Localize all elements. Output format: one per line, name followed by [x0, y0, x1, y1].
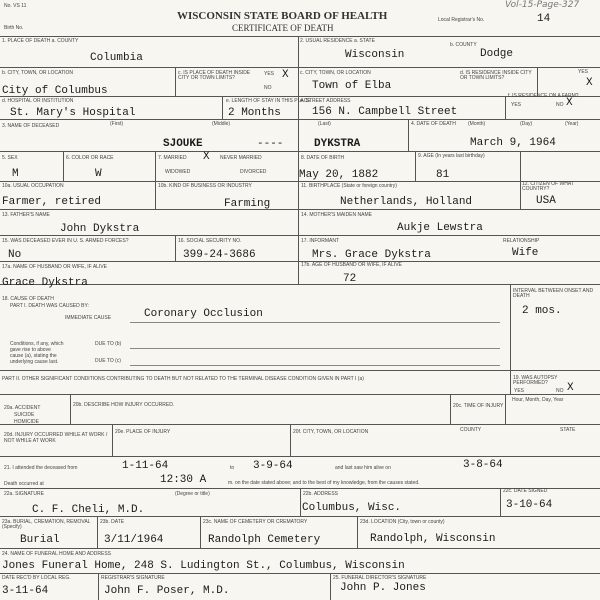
sex: M — [12, 168, 19, 180]
occupation: Farmer, retired — [2, 196, 102, 208]
grid-line — [0, 424, 600, 425]
last-saw-label: and last saw him alive on — [335, 465, 391, 471]
due-to-c-label: DUE TO (c) — [95, 358, 121, 364]
cemetery: Randolph Cemetery — [208, 534, 321, 546]
burial-type: Burial — [20, 534, 60, 546]
immediate-cause-label: IMMEDIATE CAUSE — [65, 315, 112, 321]
place-of-death-county-label: 1. PLACE OF DEATH a. COUNTY — [2, 38, 79, 44]
spouse-label: 17a. NAME OF HUSBAND OR WIFE, IF ALIVE — [2, 264, 108, 270]
place-injury-label: 20e. PLACE OF INJURY — [115, 429, 171, 435]
last-name: DYKSTRA — [314, 138, 361, 150]
grid-line — [520, 151, 521, 181]
funeral-director-signature: John P. Jones — [340, 582, 426, 594]
date-signed-label: 22c. DATE SIGNED — [503, 488, 548, 494]
residence-county-label: b. COUNTY — [450, 42, 477, 48]
mother-label: 14. MOTHER'S MAIDEN NAME — [301, 212, 372, 218]
birth-no-label: Birth No. — [4, 25, 24, 31]
interval: 2 mos. — [522, 305, 562, 317]
grid-line — [0, 151, 600, 152]
attended-label: 21. I attended the deceased from — [4, 465, 78, 471]
grid-line — [0, 394, 600, 395]
injury-city-label: 20f. CITY, TOWN, OR LOCATION — [293, 429, 369, 435]
residence-county: Dodge — [480, 48, 514, 60]
ssn-label: 16. SOCIAL SECURITY NO. — [178, 238, 242, 244]
grid-line — [0, 119, 600, 120]
first-name: SJOUKE — [163, 138, 203, 150]
physician-signature: C. F. Cheli, M.D. — [32, 504, 145, 516]
burial-location: Randolph, Wisconsin — [370, 533, 496, 545]
grid-line — [0, 573, 600, 574]
middle-name: ---- — [257, 138, 284, 150]
farm-label: f. IS RESIDENCE ON A FARM? — [508, 93, 579, 99]
burial-date: 3/11/1964 — [104, 534, 164, 546]
informant: Mrs. Grace Dykstra — [312, 249, 431, 261]
injury-county-label: COUNTY — [460, 427, 482, 433]
local-registrar-label: Local Registrar's No. — [438, 17, 485, 23]
grid-line — [0, 67, 600, 68]
residence-city: Town of Elba — [312, 80, 392, 92]
injury-while-label: 20d. INJURY OCCURRED WHILE AT WORK / NOT WHILE AT WORK — [4, 432, 108, 444]
grid-line — [500, 488, 501, 516]
autopsy-label: 19. WAS AUTOPSY PERFORMED? — [513, 375, 558, 386]
father-label: 13. FATHER'S NAME — [2, 212, 50, 218]
grid-line — [200, 516, 201, 548]
grid-line — [63, 151, 64, 181]
color-label: 6. COLOR OR RACE — [66, 155, 114, 161]
to-label: to — [230, 465, 235, 471]
grid-line — [298, 36, 299, 284]
time-injury-units: Hour, Month, Day, Year — [512, 397, 564, 403]
grid-line — [450, 394, 451, 424]
grid-line — [98, 573, 99, 600]
date-received: 3-11-64 — [2, 585, 49, 597]
armed-forces: No — [8, 249, 22, 261]
degree-label: (Degree or title) — [175, 491, 210, 497]
place-of-death-county: Columbia — [90, 52, 143, 64]
grid-line — [415, 151, 416, 181]
relationship: Wife — [512, 247, 539, 259]
first-name-label: (First) — [110, 121, 124, 127]
citizen-label: 12. CITIZEN OF WHAT COUNTRY? — [522, 181, 574, 192]
farm-no-label: NO — [556, 102, 564, 108]
due-to-b-label: DUE TO (b) — [95, 341, 122, 347]
divorced-label: DIVORCED — [240, 169, 267, 175]
cemetery-label: 23c. NAME OF CEMETERY OR CREMATORY — [203, 519, 308, 525]
grid-line — [0, 548, 600, 549]
grid-line — [510, 370, 511, 394]
grid-line — [0, 181, 600, 182]
residence-state-label: 2. USUAL RESIDENCE a. STATE — [300, 38, 375, 44]
residence-state: Wisconsin — [345, 49, 405, 61]
spouse-age: 72 — [343, 273, 357, 285]
length-stay: 2 Months — [228, 107, 281, 119]
inside-limits-check: X — [282, 69, 289, 81]
grid-line — [0, 456, 600, 457]
grid-line — [505, 394, 506, 424]
widowed-label: WIDOWED — [165, 169, 191, 175]
grid-line — [300, 488, 301, 516]
part2-label: PART II. OTHER SIGNIFICANT CONDITIONS CONTRIBUTING TO DEATH BUT NOT RELATED TO THE TERMINAL DISEASE CONDITION GIVEN IN PART I (a) — [2, 376, 364, 382]
birth-date-label: 8. DATE OF BIRTH — [301, 155, 345, 161]
grid-line — [0, 36, 600, 37]
residence-yes-label: YES — [578, 69, 589, 75]
date-signed: 3-10-64 — [506, 499, 553, 511]
day-label: (Day) — [520, 121, 533, 127]
grid-line — [70, 394, 71, 424]
autopsy-check: X — [567, 382, 574, 394]
grid-line — [97, 516, 98, 548]
grid-line — [112, 424, 113, 456]
grid-line — [330, 573, 331, 600]
birth-date: May 20, 1882 — [299, 169, 379, 181]
sex-label: 5. SEX — [2, 155, 18, 161]
autopsy-no-label: NO — [556, 388, 564, 394]
cause-line-a — [130, 322, 500, 323]
grid-line — [155, 181, 156, 209]
burial-date-label: 23b. DATE — [100, 519, 125, 525]
cause-line-c — [130, 365, 500, 366]
date-death-label: 4. DATE OF DEATH — [411, 121, 456, 127]
grid-line — [0, 261, 600, 262]
yes-label: YES — [264, 71, 275, 77]
funeral-director-label: 25. FUNERAL DIRECTOR'S SIGNATURE — [333, 575, 427, 581]
grid-line — [175, 67, 176, 96]
industry: Farming — [224, 198, 271, 210]
grid-line — [222, 96, 223, 119]
grid-line — [408, 119, 409, 151]
relationship-label: RELATIONSHIP — [503, 238, 540, 244]
occupation-label: 10a. USUAL OCCUPATION — [2, 183, 64, 189]
death-time: 12:30 A — [160, 474, 207, 486]
grid-line — [510, 284, 511, 370]
document-title: WISCONSIN STATE BOARD OF HEALTH — [177, 10, 388, 22]
injury-state-label: STATE — [560, 427, 576, 433]
inside-limits-label: c. IS PLACE OF DEATH INSIDE CITY OR TOWN LIMITS? — [178, 70, 251, 81]
signature-label: 22a. SIGNATURE — [4, 491, 44, 497]
physician-address-label: 22b. ADDRESS — [303, 491, 339, 497]
residence-city-label: c. CITY, TOWN, OR LOCATION — [300, 70, 371, 76]
registrar-signature: John F. Poser, M.D. — [104, 585, 230, 597]
cause-label: 18. CAUSE OF DEATH — [2, 296, 54, 302]
local-registrar-number: 14 — [537, 13, 551, 25]
grid-line — [0, 516, 600, 517]
industry-label: 10b. KIND OF BUSINESS OR INDUSTRY — [158, 183, 252, 189]
physician-address: Columbus, Wisc. — [302, 502, 402, 514]
autopsy-yes-label: YES — [514, 388, 525, 394]
place-of-death-city: City of Columbus — [2, 85, 108, 97]
grid-line — [0, 209, 600, 210]
residence-inside-limits-check: X — [586, 77, 593, 89]
age-label: 9. AGE (In years last birthday) — [418, 153, 485, 159]
conditions-label: Conditions, if any, which gave rise to above cause (a), stating the underlying cause last. — [10, 341, 64, 365]
birthplace-label: 11. BIRTHPLACE (State or foreign country) — [301, 183, 397, 189]
homicide-label: HOMICIDE — [14, 419, 39, 425]
last-saw-date: 3-8-64 — [463, 459, 503, 471]
father-name: John Dykstra — [60, 223, 140, 235]
hospital: St. Mary's Hospital — [10, 107, 136, 119]
immediate-cause: Coronary Occlusion — [144, 308, 263, 320]
hospital-label: d. HOSPITAL OR INSTITUTION — [2, 98, 74, 104]
spouse-name: Grace Dykstra — [2, 277, 88, 289]
grid-line — [505, 96, 506, 119]
part1-label: PART I. DEATH WAS CAUSED BY: — [10, 303, 89, 309]
grid-line — [0, 235, 600, 236]
date-received-label: DATE REC'D BY LOCAL REG. — [2, 575, 71, 581]
accident-label: 20a. ACCIDENT — [4, 405, 41, 411]
funeral-home-label: 24. NAME OF FUNERAL HOME AND ADDRESS — [2, 551, 112, 557]
spouse-age-label: 17b. AGE OF HUSBAND OR WIFE, IF ALIVE — [301, 262, 402, 268]
interval-label: INTERVAL BETWEEN ONSET AND DEATH — [513, 288, 594, 299]
date-of-death: March 9, 1964 — [470, 137, 556, 149]
citizen: USA — [536, 195, 556, 207]
married-check: X — [203, 151, 210, 163]
grid-line — [537, 67, 538, 96]
street-address-label: e. STREET ADDRESS — [300, 98, 351, 104]
grid-line — [520, 181, 521, 209]
burial-label: 23a. BURIAL, CREMATION, REMOVAL (Specify) — [2, 519, 91, 530]
funeral-home: Jones Funeral Home, 248 S. Ludington St., Columbus, Wisconsin — [2, 560, 405, 572]
burial-location-label: 23d. LOCATION (City, town or county) — [360, 519, 445, 525]
place-of-death-city-label: b. CITY, TOWN, OR LOCATION — [2, 70, 74, 76]
injury-description-label: 20b. DESCRIBE HOW INJURY OCCURRED. — [73, 402, 175, 408]
birthplace: Netherlands, Holland — [340, 196, 473, 208]
on-date-label: m. on the date stated above; and to the best of my knowledge, from the causes stated. — [228, 480, 420, 486]
age: 81 — [436, 169, 450, 181]
farm-check: X — [566, 97, 573, 109]
attended-to-date: 3-9-64 — [253, 460, 293, 472]
registrar-label: REGISTRAR'S SIGNATURE — [101, 575, 165, 581]
mother-name: Aukje Lewstra — [397, 222, 483, 234]
cause-line-b — [130, 348, 500, 349]
handwritten-volume-ref: Vol-15-Page-327 — [505, 0, 580, 10]
street-address: 156 N. Campbell Street — [312, 106, 458, 118]
name-label: 3. NAME OF DECEASED — [2, 123, 60, 129]
death-occurred-label: Death occurred at — [4, 481, 44, 487]
length-stay-label: e. LENGTH OF STAY IN THIS PLACE — [226, 98, 311, 104]
armed-forces-label: 15. WAS DECEASED EVER IN U. S. ARMED FORCES? — [2, 238, 129, 244]
year-label: (Year) — [565, 121, 579, 127]
residence-inside-limits-label: d. IS RESIDENCE INSIDE CITY OR TOWN LIMITS? — [460, 70, 532, 81]
attended-from-date: 1-11-64 — [122, 460, 169, 472]
informant-label: 17. INFORMANT — [301, 238, 340, 244]
no-label: NO — [264, 85, 272, 91]
ssn: 399-24-3686 — [183, 249, 256, 261]
farm-yes-label: YES — [511, 102, 522, 108]
suicide-label: SUICIDE — [14, 412, 35, 418]
married-label: 7. MARRIED — [158, 155, 187, 161]
form-number: No. VS 11 — [4, 3, 27, 9]
color: W — [95, 168, 102, 180]
never-married-label: NEVER MARRIED — [220, 155, 262, 161]
grid-line — [155, 151, 156, 181]
month-label: (Month) — [468, 121, 486, 127]
document-subtitle: CERTIFICATE OF DEATH — [232, 23, 334, 33]
time-injury-label: 20c. TIME OF INJURY — [453, 403, 504, 409]
grid-line — [357, 516, 358, 548]
last-name-label: (Last) — [318, 121, 331, 127]
middle-name-label: (Middle) — [212, 121, 231, 127]
grid-line — [290, 424, 291, 456]
grid-line — [175, 235, 176, 261]
